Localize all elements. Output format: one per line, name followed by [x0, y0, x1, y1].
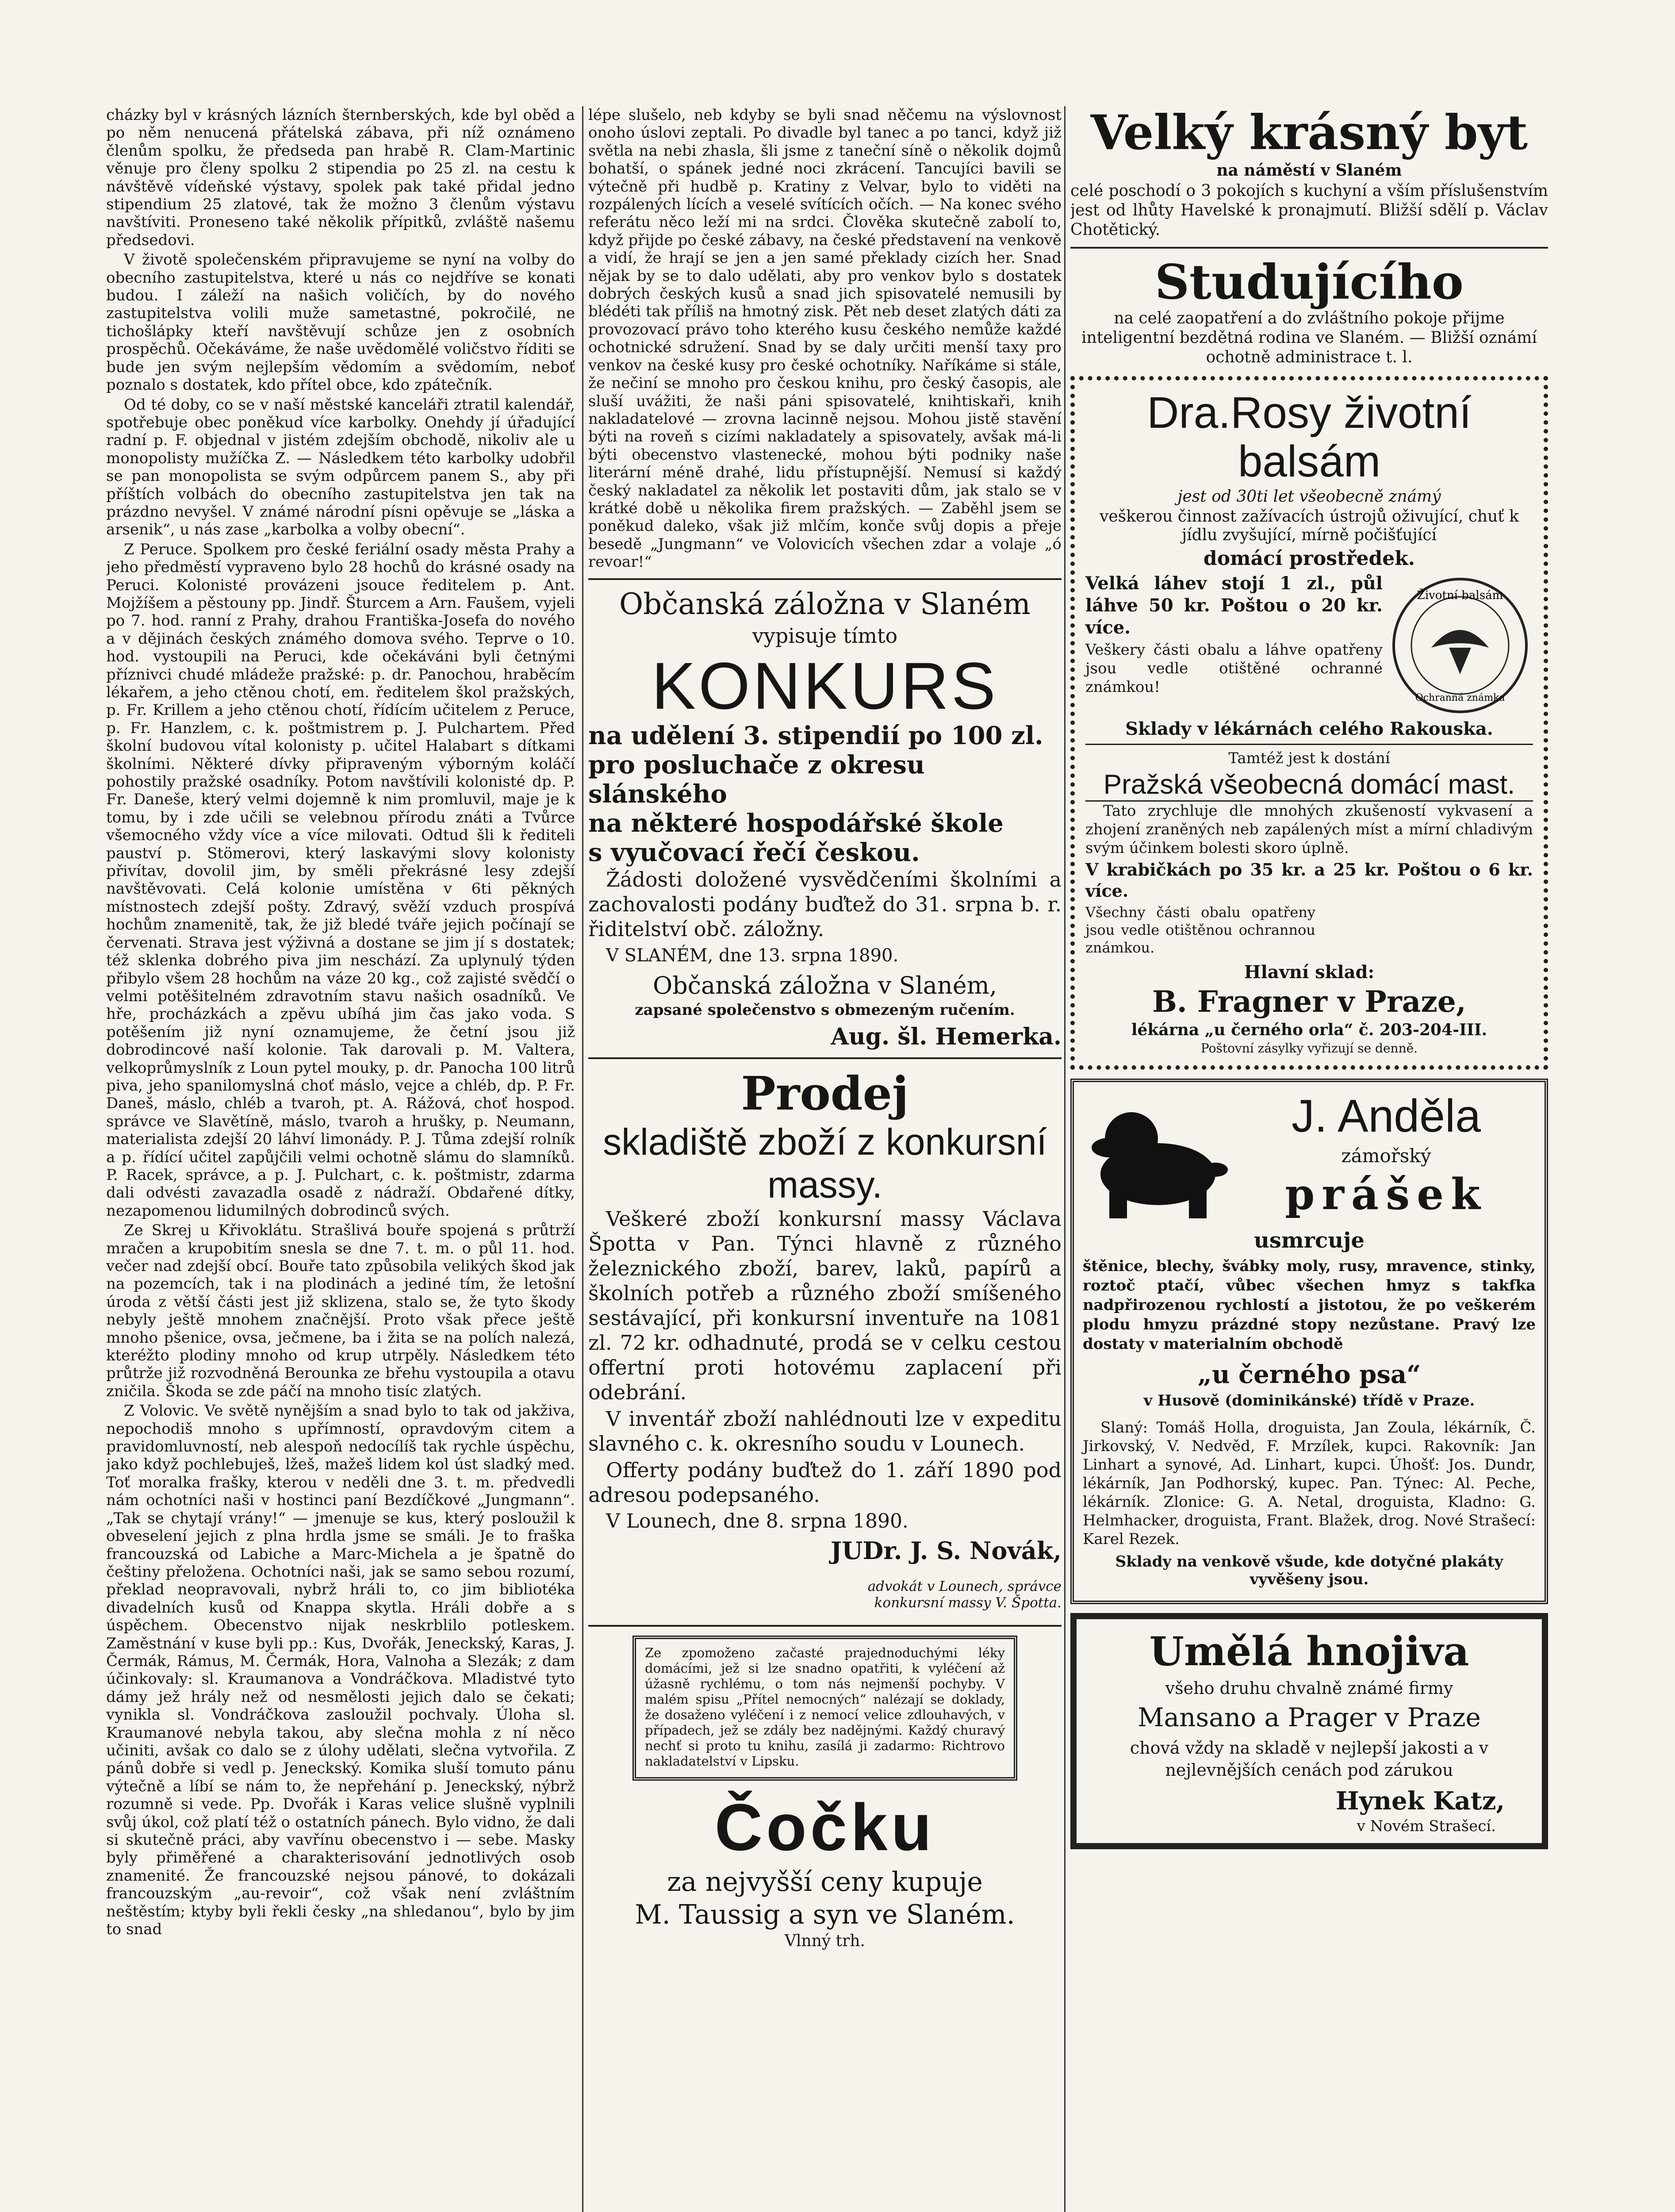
cocka-line: za nejvyšší ceny kupuje	[667, 1866, 983, 1897]
hnojiva-line: Mansano a Prager v Praze	[1138, 1702, 1481, 1732]
divider	[588, 578, 1062, 580]
divider	[1070, 247, 1548, 249]
prodej-body: Offerty podány buďtež do 1. září 1890 pod adresou podepsaného.	[588, 1458, 1062, 1507]
balsam-line: jest od 30ti let všeobecně známý	[1177, 488, 1441, 506]
konkurs-line: na některé hospodářské škole	[588, 808, 1004, 838]
column-divider	[1064, 106, 1066, 2212]
prodej-subtitle: skladiště zboží z konkursní massy.	[603, 1121, 1047, 1206]
prodej-date: V Lounech, dne 8. srpna 1890.	[606, 1509, 908, 1532]
article-paragraph: Od té doby, co se v naší městské kanceláři ztratil kalendář, spotřebuje obec poněkud více karbolky. Onehdy jí úřadující radní p. F. objednal v jistém zdejším obchodě, nikoliv ale u monopolisty mužíčka Z. — Následkem této karbolky udobřil se pan monopolista se svým odpůrcem panem S., aby při příštích volbách do obecního zastupitelstva jen tak na prázdno nevyšel. V známé národní písni opěvuje se „láska a arsenik“, u nás zase „karbolka a volby obecní“.	[106, 396, 575, 539]
fragner-postal: Poštovní zásylky vyřizují se denně.	[1200, 1041, 1418, 1056]
article-paragraph-peruc: Z Peruce. Spolkem pro české feriální osady města Prahy a jeho předměstí vypraveno bylo 28 hochů do krásné osady na Peruci. Kolonisté provázeni jsouce ředitelem p. Ant. Mojžíšem a pěstouny pp. Jindř. Šturcem a Arn. Faušem, vyjeli po 7. hod. ranní z Prahy, drahou Františka-Josefa do nového a v dějinách českých známého domova svého. Teprve o 10. hod. vystoupili na Peruci, kde očekáváni byli četnými příznivci chudé mládeže pražské: p. dr. Panochou, hraběcím lékařem, a jeho ctěnou chotí, em. ředitelem škol pražských, p. Fr. Krillem a jeho ctěnou chotí, řídícím učitelem z Peruce, p. Fr. Hanzlem, c. k. poštmistrem p. J. Pulchartem. Před školní budovou vítal kolonisty p. učitel Halabart s dítkami školními. Některé dívky připraveným výborným koláčí pohostily pražské osadníky. Potom navštívili kolonisté dp. P. Fr. Daneše, který velmi dojemně k nim promluvil, maje je k tomu, by i zde učili se velebnou přírodu znáti a Tvůrce všemocného vždy více a více milovati. Odtud šli k řediteli pauství p. Stömerovi, který laskavými slovy kolonisty přivítav, dovolil jim, by směli překrásné lesy zdejší navštěvovati. Celá kolonie umístěna v 6ti pěkných místnostech zdejší pošty. Zdravý, svěží vzduch prospívá hochům znamenitě, tak, že již bledé tváře jejich počínají se červenati. Strava jest výživná a dostane se jim jí s dostatek; též sklenka dobrého piva jim neschází. Za uplynulý týden přibylo všem 28 hochům na váze 20 kg., což zajisté svědčí o velmi potěšitelném zdravotním stavu našich osadníků. Ve hře, procházkách a zpěvu ubíhá jim čas jako voda. S potěšením již nyní oznamujeme, že četní jsou již dobrodincové naší kolonie. Tak darovali p. M. Valtera, velkoprůmyslník z Loun pytel mouky, p. dr. Panocha 100 litrů piva, jeho spanilomyslná choť máslo, vejce a chléb, dp. P. Fr. Daneš, máslo, chléb a tvaroh, pt. A. Rážová, choť hospod. správce ve Slavětíně, máslo, tvaroh a hrušky, p. Neumann, materialista zdejší 20 láhví limonády. P. J. Tůma zdejší rolník a p. řídící učitel zapůjčili velmi ochotně slámu do slamníků. P. Racek, správce, a p. J. Pulchart, c. k. poštmistr, zdarma dali odvésti zavazadla osadě z nádraží. Obdařené dítky, nezapomenou lidumilných dobrodinců svých.	[106, 540, 575, 1220]
mast-price: V krabičkách po 35 kr. a 25 kr. Poštou o 6 kr. více.	[1085, 860, 1533, 901]
cocka-title: Čočku	[714, 1790, 935, 1864]
byt-ad	[1070, 106, 1548, 240]
konkurs-sig-sub: zapsané společenstvo s obmezeným ručením.	[635, 1001, 1015, 1019]
prodej-ad	[588, 1066, 1062, 1611]
notice-box	[632, 1636, 1017, 1781]
cocka-line: M. Taussig a syn ve Slaném.	[635, 1899, 1015, 1930]
konkurs-line: na udělení 3. stipendií po 100 zl.	[588, 721, 1043, 750]
column-3	[1070, 106, 1548, 2212]
balsam-line: Tamtéž jest k dostání	[1228, 749, 1390, 767]
konkurs-vypisuje: vypisuje tímto	[752, 623, 898, 648]
konkurs-body: Žádosti doložené vysvědčeními školními a zachovalosti podány buďtež do 31. srpna b. r. řiditelství obč. záložny.	[588, 867, 1062, 941]
seal-text: Životní balsám	[1417, 589, 1503, 602]
konkurs-date: V SLANÉM, dne 13. srpna 1890.	[606, 945, 899, 966]
prodej-sig-name: JUDr. J. S. Novák,	[830, 1536, 1062, 1565]
andela-prasek: prášek	[1285, 1169, 1487, 1219]
konkurs-org: Občanská záložna v Slaném	[619, 587, 1031, 621]
cocka-ad	[588, 1790, 1062, 1950]
konkurs-title: KONKURS	[652, 648, 998, 723]
column-divider	[582, 106, 583, 2212]
andela-shop: „u černého psa“	[1197, 1360, 1421, 1389]
konkurs-line: s vyučovací řečí českou.	[588, 837, 920, 867]
andela-footer: Sklady na venkově všude, kde dotyčné plakáty vyvěšeny jsou.	[1115, 1553, 1503, 1588]
article-paragraph: cházky byl v krásných lázních šternberských, kde byl oběd a po něm nenucená přátelská zábava, při níž oznámeno členům spolku, že předseda pan hrabě R. Clam-Martinic věnuje pro členy spolku 2 stipendia po 25 zl. na cestu k návštěvě vídeňské výstavy, spolek pak také přidal jedno stipendium 25 zlatové, tak že možno 3 členům výstavu navštíviti. Proneseno také několik přípitků, zvláště našemu předsedovi.	[106, 106, 575, 249]
byt-title: Velký krásný byt	[1090, 106, 1528, 161]
balsam-line: Sklady v lékárnách celého Rakouska.	[1125, 718, 1493, 739]
hnojiva-sig-place: v Novém Strašecí.	[1357, 1817, 1496, 1835]
prodej-title: Prodej	[741, 1066, 909, 1121]
studujici-body: na celé zaopatření a do zvláštního pokoje přijme inteligentní bezdětná rodina ve Slaném. — Bližší oznámí ochotně administrace t. l.	[1081, 309, 1537, 366]
hnojiva-title: Umělá hnojiva	[1149, 1628, 1469, 1675]
hnojiva-ad	[1070, 1613, 1548, 1849]
mast-title: Pražská všeobecná domácí mast.	[1085, 769, 1533, 802]
balsam-ad	[1070, 376, 1548, 1070]
prodej-sig-sub: advokát v Lounech, správce konkursní massy V. Špotta.	[867, 1578, 1062, 1611]
andela-body: štěnice, blechy, švábky moly, rusy, mravence, stinky, roztoč ptačí, vůbec všechen hmyz s takfka nadpřirozenou rychlostí a jistotou, že po veškerém plodu hmyzu prázdné stopy nezůstane. Pravý lze dostaty v materialním obchodě	[1083, 1257, 1536, 1353]
article-paragraph-volovice: Z Volovic. Ve světě nynějším a snad bylo to tak od jakživa, nepochodiš mnoho s upřímností, opravdovým citem a pravidomluvností, neb alespoň nedocílíš tak rychle úspěchu, jako když pochlebuješ, lžeš, mažeš lidem kol úst sladký med. Toť moralka frašky, kterou v neděli dne 3. t. m. předvedli nám ochotníci naši v hostinci paní Bezdíčkové „Jungmann“. „Tak se chytají vrány!“ — jmenuje se kus, který posloužil k obveselení jejich z plna hrdla jsme se smáli. Je to fraška francouzská od Labiche a Marc-Michela a je špatně do češtiny přeložena. Ochotníci naši, jak se samo sebou rozumí, překlad neopravovali, nybrž hráli to, co jim bibliotéka divadelních kusů od Knappa skytla. Hráli dobře a s úspěchem. Obecenstvo nijak neskrblilo potleskem. Zaměstnání v kuse byli pp.: Kus, Dvořák, Jeneckský, Karas, J. Čermák, Rámus, M. Čermák, Hora, Valnoha a Slezák; z dam účinkovaly: sl. Kraumanova a Vondráčkova. Mladistvé tyto dámy jež hrály než od nesmělosti jejich dalo se čekati; vynikla sl. Vondráčkova zasloužil pochvaly. Úloha sl. Kraumanové nebyla takou, aby slečna mohla z ní něco učiniti, avšak co dalo se z úlohy udělati, slečna vytvořila. Z pánů dobře si vedl p. Jeneckský. Komika sluší tomuto pánu výtečně a líbí se nám to, že nepřehání p. Jeneckský, nýbrž rozumně si vede. Pp. Dvořák i Karas velice slušně vyplnili svůj úkol, což platí též o ostatních pánech. Bylo vidno, že dali si skutečně práci, aby vavřínu obecenstvo i — sebe. Masky byly přiměřené a charakterisování jednotlivých osob znamenité. Že francouzské nejsou pánové, to dokázali francouzským „au-revoir“, což však není zvláštním neštěstím; ktyby byli řekli česky „na shledanou“, bylo by jim to snad	[106, 1402, 575, 1939]
article-paragraph: lépe slušelo, neb kdyby se byli snad něčemu na výslovnost onoho úslovi zeptali. Po divadle byl tanec a po tanci, když již světla na nebi zhasla, šli jsme z taneční síně o několik dojmů bohatší, o spánek jedné noci zkrácení. Tancujíci bavili se výtečně při hudbě p. Kratiny z Velvar, bylo to viděti na rozpálených lících a veselé svítících očích. — Na konec svého referátu něco leží mi na srdci. Člověka skutečně zabolí to, když přijde po české zábavy, na české představení na venkově a vidí, že hrají se jen a jen samé překlady cizích her. Snad nějak by se to dalo udělati, aby pro venkov bylo s dostatek dobrých českých kusů a snad jich spisovatelé nemusili by blédéti tak příliš na hmotný zisk. Pět neb deset zlatých dáti za provozovací právo toho kterého kusu českého nemůže každé ochotnické sdružení. Snad by se daly určiti menší taxy pro venkov na české kusy pro české ochotníky. Naříkáme si stále, že nečiní se mnoho pro českou knihu, pro český časopis, ale sluší uvážiti, že naši páni spisovatelé, knihtiskaři, knih nakladatelové — zrovna lacinně nejsou. Mohou jistě stavění býti na roveň s cizími nakladately a spisovately, avšak má-li býti obecenstvo vlastenecké, mohou býti podniky naše literární méně drahé, lidu přístupnější. Nemusí si každý český nakladatel za několik let postaviti dům, jak stalo se v krátké době u několika firem pražských. — Zaběhl jsem se poněkud daleko, však již mlčím, konče svůj dopis a přeje besedě „Jungmann“ ve Volovicích všechen zdar a volaje „ó revoar!“	[588, 106, 1062, 571]
balsam-note: Veškery části obalu a láhve opatřeny jsou vedle otištěné ochranné známkou!	[1085, 641, 1383, 696]
seal-text: Ochranná známka	[1415, 692, 1505, 703]
fragner-address: lékárna „u černého orla“ č. 203-204-III.	[1131, 1021, 1487, 1039]
divider	[1085, 744, 1533, 745]
column-1	[106, 106, 575, 2212]
konkurs-ad	[588, 587, 1062, 1050]
andela-usmrcuje: usmrcuje	[1253, 1228, 1365, 1253]
konkurs-sig-name: Aug. šl. Hemerka.	[831, 1023, 1062, 1050]
mast-note: Všechny části obalu opatřeny jsou vedle otištěnou ochrannou známkou.	[1085, 904, 1315, 956]
balsam-seal	[1387, 572, 1533, 718]
andela-sub: zámořský	[1341, 1145, 1431, 1167]
andela-ad	[1070, 1079, 1548, 1604]
balsam-line: domácí prostředek.	[1203, 547, 1415, 570]
mast-body: Tato zrychluje dle mnohých zkušeností vykvasení a zhojení zraněných neb zapálených míst a mírní chladivým svým účinkem bolesti skoro úplně.	[1085, 802, 1533, 857]
hnojiva-line: chová vždy na skladě v nejlepší jakosti a v nejlevnějších cenách pod zárukou	[1130, 1738, 1489, 1780]
divider	[588, 1625, 1062, 1627]
studujici-ad	[1070, 256, 1548, 367]
article-paragraph: V životě společenském připravujeme se nyní na volby do obecního zastupitelstva, které u nás co nejdříve se konati budou. I záleží na našich voličích, by do nového zastupitelstva volili muže sametastné, pokročilé, ne tichošlápky kteří navštěvují schůze jen z osobních prospěchů. Očekáváme, že naše uvědomělé voličstvo říditi se bude jen svým nejlepším vědomím a svědomím, neboť poznalo s dostatek, kdo přítel obce, kdo zpátečník.	[106, 251, 575, 394]
konkurs-line: pro posluchače z okresu slánského	[588, 750, 925, 809]
hnojiva-sig: Hynek Katz,	[1335, 1786, 1505, 1816]
balsam-line: veškerou činnost zažívacích ústrojů oživující, chuť k jídlu zvyšující, mírně počišťující	[1099, 507, 1519, 544]
andela-dealers: Slaný: Tomáš Holla, droguista, Jan Zoula, lékárník, Č. Jirkovský, V. Nedvěd, F. Mrzílek, kupci. Rakovník: Jan Linhart a synové, Ad. Linhart, kupci. Úhošť: Jos. Dundr, lékárník, Jan Podhorský, kupec. Pan. Týnec: Al. Peche, lékárník. Zlonice: G. A. Netal, droguista, Kladno: G. Helmhacker, droguista, Frant. Blažek, drog. Nové Strašecí: Karel Rezek.	[1083, 1419, 1536, 1548]
column-2	[588, 106, 1062, 2212]
fragner-name: B. Fragner v Praze,	[1152, 984, 1466, 1019]
byt-sub: na náměstí v Slaném	[1216, 161, 1402, 180]
byt-body: celé poschodí o 3 pokojích s kuchyní a vším příslušenstvím jest od lhůty Havelské k pronajmutí. Bližší sdělí p. Václav Chotětický.	[1070, 182, 1548, 239]
divider	[588, 1057, 1062, 1059]
notice-text: Ze zpomoženo začasté prajednoduchými léky domácími, jež si lze snadno opatřiti, k vyléčení až úžasně rychlému, o tom nás nejmenší pochyby. V malém spisu „Přítel nemocných“ nalézají se doklady, že dosaženo vyléčení i z nemocí velice zdlouhavých, v případech, jež se zdály bez nadějnými. Každý churavý nechť si proto tu knihu, zasílá ji zadarmo: Richtrovo nakladatelství v Lipsku.	[645, 1645, 1005, 1769]
andela-address: v Husově (dominikánské) třídě v Praze.	[1143, 1392, 1475, 1409]
cocka-line: Vlnný trh.	[785, 1932, 865, 1950]
article-paragraph-skrej: Ze Skrej u Křivoklátu. Strašlivá bouře spojená s průtrží mračen a krupobitím snesla se dne 7. t. m. o půl 11. hod. večer nad zdejší obcí. Bouře tato způsobila velikých škod jak na pozemcích, tak i na plodinách a jediné tím, že letošní úroda z větší části jest již sklizena, stalo se, že tyto škody nebyly ještě mnohem značnější. Proto však přece ještě mnoho pšenice, ovsa, ječmene, ba i žita se na polích nalezá, kteréžto plodiny mnoho od krup utrpěly. Následkem této průtrže již rozvodněná Berounka ze břehu vystoupila a otavu zničila. Škoda se zde páčí na mnoho tisíc zlatých.	[106, 1221, 575, 1400]
andela-name: J. Anděla	[1292, 1091, 1481, 1142]
eagle-icon	[1431, 630, 1489, 648]
balsam-price: Velká láhev stojí 1 zl., půl láhve 50 kr. Poštou o 20 kr. více.	[1085, 573, 1383, 638]
balsam-title: Dra.Rosy životní balsám	[1147, 388, 1472, 486]
prodej-body: Veškeré zboží konkursní massy Václava Špotta v Pan. Týnci hlavně z různého železnického zboží, barev, laků, papírů a školních potřeb a různého zboží smíšeného sestávající, při konkursní inventuře na 1081 zl. 72 kr. odhadnuté, prodá se v celku cestou offertní proti hotovému zaplacení při odebrání.	[588, 1206, 1062, 1404]
prodej-body: V inventář zboží nahlédnouti lze v expeditu slavného c. k. okresního soudu v Lounech.	[588, 1406, 1062, 1455]
hnojiva-line: všeho druhu chvalně známé firmy	[1165, 1678, 1453, 1698]
konkurs-sig-org: Občanská záložna v Slaném,	[652, 971, 997, 999]
sklad-label: Hlavní sklad:	[1244, 962, 1375, 983]
dog-icon	[1083, 1090, 1229, 1223]
studujici-title: Studujícího	[1155, 254, 1464, 310]
